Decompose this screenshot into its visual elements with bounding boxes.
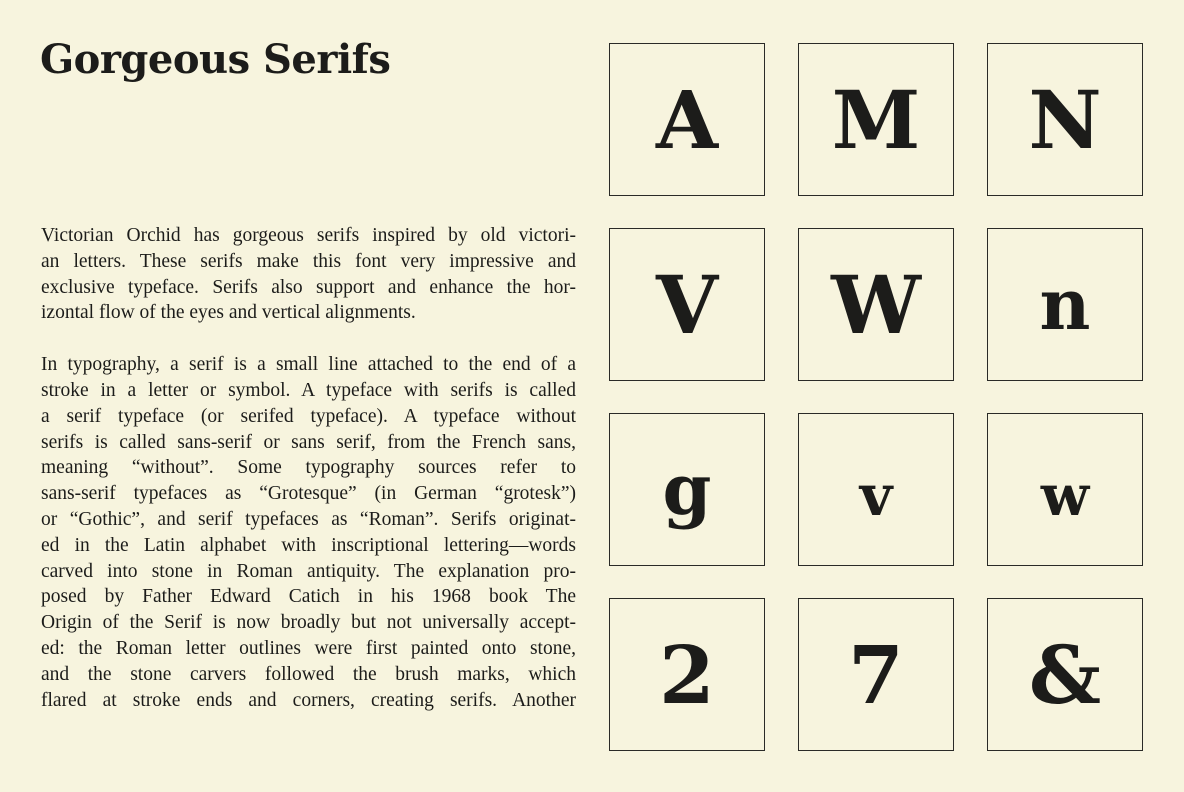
glyph-tile-2: 2: [609, 598, 765, 751]
glyph-tile-g: g: [609, 413, 765, 566]
text-line: a serif typeface (or serifed typeface). A typeface without: [41, 405, 576, 427]
glyph-tile-N: N: [987, 43, 1143, 196]
glyph-tile-w: w: [987, 413, 1143, 566]
text-line: posed by Father Edward Catich in his 1968 book The: [41, 586, 576, 608]
text-line: meaning “without”. Some typography sources refer to: [41, 457, 576, 479]
text-line: an letters. These serifs make this font very impressive and: [41, 250, 576, 272]
text-line: In typography, a serif is a small line attached to the end of a: [41, 354, 576, 376]
text-line: carved into stone in Roman antiquity. The explanation pro-: [41, 560, 576, 582]
glyph-tile-n: n: [987, 228, 1143, 381]
paragraph-intro: [41, 223, 576, 326]
text-line: ed: the Roman letter outlines were first painted onto stone,: [41, 637, 576, 659]
text-line: sans-serif typefaces as “Grotesque” (in German “grotesk”): [41, 483, 576, 505]
text-line: flared at stroke ends and corners, creating serifs. Another: [41, 689, 576, 711]
glyph-tile-V: V: [609, 228, 765, 381]
glyph-tile-ampersand: &: [987, 598, 1143, 751]
text-line: Victorian Orchid has gorgeous serifs inspired by old victori-: [41, 225, 576, 246]
text-line: and the stone carvers followed the brush marks, which: [41, 663, 576, 685]
text-line: serifs is called sans-serif or sans serif, from the French sans,: [41, 431, 576, 453]
glyph-tile-7: 7: [798, 598, 954, 751]
glyph-tile-M: M: [798, 43, 954, 196]
text-line: izontal flow of the eyes and vertical alignments.: [41, 302, 416, 324]
glyph-tile-A: A: [609, 43, 765, 196]
text-line: or “Gothic”, and serif typefaces as “Roman”. Serifs originat-: [41, 508, 576, 530]
text-line: ed in the Latin alphabet with inscriptional lettering—words: [41, 534, 576, 556]
glyph-tile-W: W: [798, 228, 954, 381]
glyph-tile-v: v: [798, 413, 954, 566]
text-line: Origin of the Serif is now broadly but not universally accept-: [41, 612, 576, 634]
paragraph-typography: [41, 352, 576, 713]
text-line: exclusive typeface. Serifs also support and enhance the hor-: [41, 276, 576, 298]
glyph-grid: [609, 43, 1143, 751]
body-text: [41, 223, 576, 739]
text-line: stroke in a letter or symbol. A typeface with serifs is called: [41, 379, 576, 401]
page-title: Gorgeous Serifs: [40, 36, 391, 83]
